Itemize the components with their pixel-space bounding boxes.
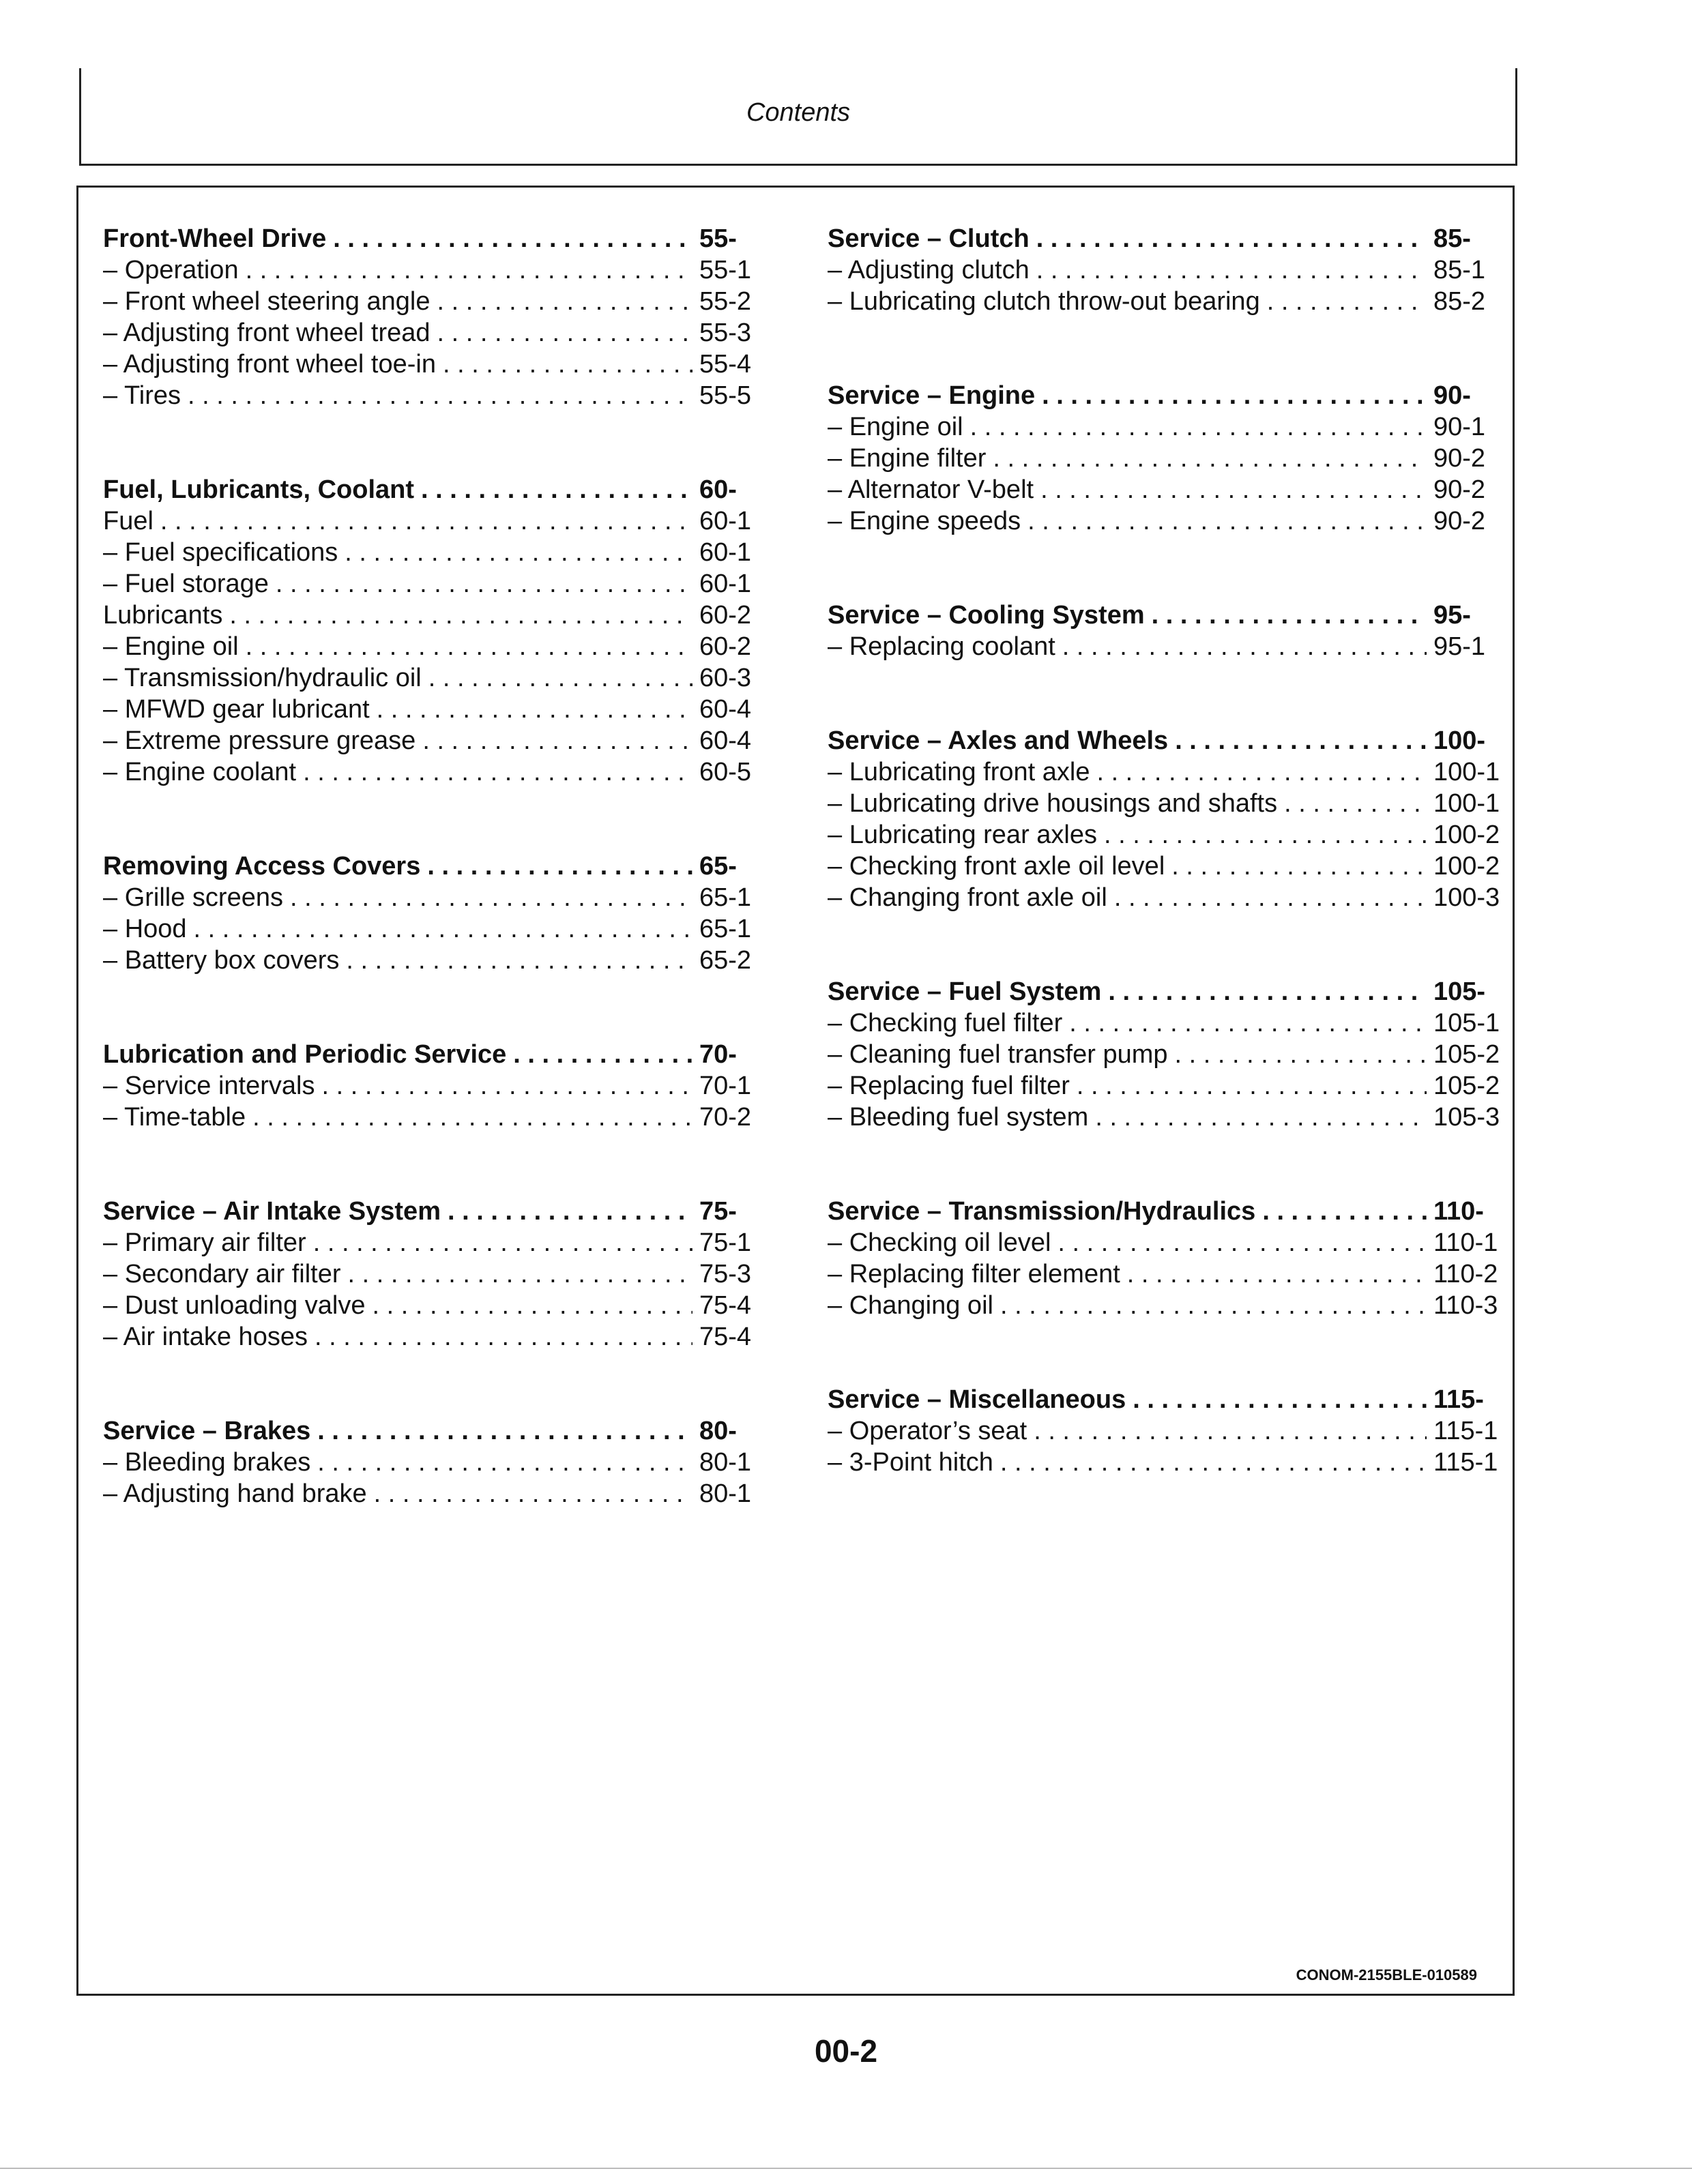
toc-entry-page: 60-2 — [699, 632, 752, 661]
toc-entry[interactable] — [828, 1290, 1503, 1321]
toc-entry-label: – Air intake hoses — [103, 1323, 308, 1351]
page-title: Contents — [746, 98, 851, 127]
toc-entry[interactable] — [828, 1070, 1503, 1102]
toc-entry-label: – Hood — [103, 915, 187, 943]
toc-section-heading[interactable] — [828, 976, 1503, 1007]
toc-entry-label: – Checking oil level — [828, 1228, 1051, 1257]
toc-heading-label: Service – Transmission/Hydraulics — [828, 1197, 1256, 1226]
toc-entry-page: 70-2 — [699, 1103, 752, 1132]
leader-dots — [1000, 1290, 1427, 1321]
toc-section — [828, 223, 1503, 317]
toc-entry[interactable] — [828, 1227, 1503, 1258]
toc-entry-label: – Tires — [103, 381, 181, 410]
leader-dots — [317, 1447, 692, 1478]
toc-entry-page: 55-2 — [699, 287, 752, 316]
toc-entry-label: – Alternator V-belt — [828, 475, 1034, 504]
toc-heading-page: 115- — [1433, 1385, 1484, 1414]
toc-entry-label: – Operation — [103, 256, 239, 284]
toc-entry-page: 80-1 — [699, 1479, 752, 1508]
toc-entry-page: 100-3 — [1433, 883, 1500, 912]
toc-entry-label: – Service intervals — [103, 1072, 315, 1100]
toc-section-heading[interactable] — [828, 600, 1503, 631]
toc-entry-label: – Lubricating drive housings and shafts — [828, 789, 1278, 818]
toc-entry-label: Fuel — [103, 507, 154, 535]
leader-dots — [317, 1415, 692, 1447]
toc-heading-page: 55- — [699, 224, 737, 253]
toc-section-heading[interactable] — [103, 851, 769, 882]
toc-entry-page: 75-4 — [699, 1291, 752, 1320]
toc-entry-page: 85-1 — [1433, 256, 1486, 284]
toc-entry-page: 65-2 — [699, 946, 752, 975]
leader-dots — [1036, 254, 1427, 286]
toc-entry-label: – Adjusting front wheel tread — [103, 319, 431, 347]
toc-entry-label: – Time-table — [103, 1103, 246, 1132]
toc-entry-page: 110-1 — [1433, 1228, 1498, 1257]
toc-entry-label: – 3-Point hitch — [828, 1448, 993, 1477]
toc-entry-label: – Lubricating front axle — [828, 758, 1090, 786]
toc-entry-page: 60-1 — [699, 538, 752, 567]
toc-entry-page: 85-2 — [1433, 287, 1486, 316]
toc-entry[interactable] — [103, 505, 769, 537]
leader-dots — [1171, 851, 1427, 882]
toc-entry-label: – Changing oil — [828, 1291, 993, 1320]
toc-entry[interactable] — [103, 694, 769, 725]
toc-entry[interactable] — [828, 756, 1503, 788]
toc-entry-page: 60-4 — [699, 695, 752, 724]
toc-entry-page: 75-1 — [699, 1228, 752, 1257]
toc-entry-page: 110-2 — [1433, 1260, 1498, 1288]
leader-dots — [1267, 286, 1427, 317]
toc-entry-label: – Adjusting hand brake — [103, 1479, 367, 1508]
toc-entry-label: – Adjusting clutch — [828, 256, 1030, 284]
toc-section-heading[interactable] — [828, 1196, 1503, 1227]
toc-entry[interactable] — [828, 631, 1503, 662]
toc-entry-page: 75-4 — [699, 1323, 752, 1351]
leader-dots — [428, 662, 692, 694]
toc-entry[interactable] — [103, 1102, 769, 1133]
toc-entry-page: 80-1 — [699, 1448, 752, 1477]
toc-entry-page: 55-5 — [699, 381, 752, 410]
toc-heading-page: 60- — [699, 475, 737, 504]
toc-entry[interactable] — [828, 286, 1503, 317]
toc-entry[interactable] — [828, 819, 1503, 851]
leader-dots — [1152, 600, 1427, 631]
toc-entry-label: – Engine oil — [828, 413, 963, 441]
toc-section — [828, 976, 1503, 1133]
leader-dots — [437, 286, 692, 317]
toc-entry[interactable] — [103, 945, 769, 976]
toc-entry-label: – Bleeding fuel system — [828, 1103, 1089, 1132]
toc-entry-label: – Dust unloading valve — [103, 1291, 366, 1320]
toc-entry[interactable] — [828, 788, 1503, 819]
toc-entry[interactable] — [103, 537, 769, 568]
toc-entry[interactable] — [103, 349, 769, 380]
leader-dots — [160, 505, 692, 537]
toc-entry[interactable] — [828, 851, 1503, 882]
leader-dots — [422, 725, 692, 756]
toc-entry[interactable] — [103, 662, 769, 694]
toc-entry-page: 105-1 — [1433, 1009, 1500, 1037]
leader-dots — [513, 1039, 692, 1070]
toc-entry-label: – Engine filter — [828, 444, 987, 473]
leader-dots — [188, 380, 692, 411]
toc-heading-page: 90- — [1433, 381, 1471, 410]
footer-rule — [0, 2168, 1692, 2169]
leader-dots — [1027, 505, 1427, 537]
toc-entry-label: Lubricants — [103, 601, 223, 630]
toc-entry-label: – Transmission/hydraulic oil — [103, 664, 422, 692]
toc-entry-page: 105-3 — [1433, 1103, 1500, 1132]
toc-entry[interactable] — [828, 1102, 1503, 1133]
toc-entry[interactable] — [103, 913, 769, 945]
toc-section — [103, 223, 769, 411]
toc-entry-page: 60-5 — [699, 758, 752, 786]
leader-dots — [427, 851, 692, 882]
toc-entry-label: – Lubricating rear axles — [828, 821, 1097, 849]
toc-entry-page: 95-1 — [1433, 632, 1486, 661]
toc-entry[interactable] — [828, 411, 1503, 443]
toc-heading-page: 105- — [1433, 977, 1486, 1006]
leader-dots — [345, 537, 692, 568]
toc-entry-page: 115-1 — [1433, 1448, 1498, 1477]
toc-section — [103, 474, 769, 788]
leader-dots — [1262, 1196, 1427, 1227]
leader-dots — [437, 317, 692, 349]
toc-entry[interactable] — [828, 1447, 1503, 1478]
toc-heading-page: 110- — [1433, 1197, 1484, 1226]
toc-entry-label: – Secondary air filter — [103, 1260, 341, 1288]
toc-entry[interactable] — [828, 1007, 1503, 1039]
toc-entry-label: – Front wheel steering angle — [103, 287, 431, 316]
toc-entry-label: – Bleeding brakes — [103, 1448, 311, 1477]
leader-dots — [348, 1258, 693, 1290]
toc-entry-label: – Adjusting front wheel toe-in — [103, 350, 436, 379]
leader-dots — [1042, 380, 1427, 411]
toc-entry-page: 60-1 — [699, 570, 752, 598]
leader-dots — [194, 913, 692, 945]
toc-heading-page: 95- — [1433, 601, 1471, 630]
toc-entry-label: – Primary air filter — [103, 1228, 306, 1257]
toc-entry[interactable] — [103, 568, 769, 600]
leader-dots — [1095, 1102, 1427, 1133]
toc-entry-page: 60-3 — [699, 664, 752, 692]
toc-entry-page: 60-1 — [699, 507, 752, 535]
contents-box — [76, 186, 1515, 1996]
leader-dots — [313, 1227, 692, 1258]
leader-dots — [372, 1290, 692, 1321]
header-box — [79, 68, 1517, 166]
toc-entry[interactable] — [828, 882, 1503, 913]
leader-dots — [346, 945, 692, 976]
toc-section — [103, 1415, 769, 1509]
toc-entry-label: – Checking fuel filter — [828, 1009, 1063, 1037]
toc-entry-page: 110-3 — [1433, 1291, 1498, 1320]
toc-entry-label: – Replacing coolant — [828, 632, 1055, 661]
toc-entry[interactable] — [828, 1415, 1503, 1447]
leader-dots — [1175, 725, 1427, 756]
leader-dots — [1284, 788, 1427, 819]
leader-dots — [1114, 882, 1427, 913]
toc-entry-page: 105-2 — [1433, 1040, 1500, 1069]
toc-section-heading[interactable] — [103, 474, 769, 505]
toc-entry[interactable] — [103, 317, 769, 349]
leader-dots — [1096, 756, 1427, 788]
leader-dots — [443, 349, 692, 380]
toc-section-heading[interactable] — [828, 725, 1503, 756]
toc-entry[interactable] — [828, 254, 1503, 286]
leader-dots — [276, 568, 692, 600]
toc-section — [103, 1196, 769, 1353]
toc-entry-label: – Checking front axle oil level — [828, 852, 1165, 881]
leader-dots — [993, 443, 1427, 474]
leader-dots — [246, 631, 692, 662]
toc-section-heading[interactable] — [828, 1384, 1503, 1415]
leader-dots — [1040, 474, 1427, 505]
toc-section — [828, 1196, 1503, 1321]
toc-entry[interactable] — [828, 474, 1503, 505]
leader-dots — [1133, 1384, 1427, 1415]
leader-dots — [1062, 631, 1427, 662]
toc-entry-label: – Cleaning fuel transfer pump — [828, 1040, 1168, 1069]
toc-entry[interactable] — [103, 1447, 769, 1478]
toc-section — [828, 380, 1503, 537]
leader-dots — [229, 600, 692, 631]
toc-section — [103, 851, 769, 976]
toc-entry-label: – Fuel storage — [103, 570, 269, 598]
toc-entry-label: – Lubricating clutch throw-out bearing — [828, 287, 1260, 316]
toc-heading-page: 85- — [1433, 224, 1471, 253]
toc-section-heading[interactable] — [828, 223, 1503, 254]
toc-entry-label: – Replacing filter element — [828, 1260, 1120, 1288]
toc-section-heading[interactable] — [828, 380, 1503, 411]
toc-section-heading[interactable] — [103, 223, 769, 254]
toc-entry-page: 115-1 — [1433, 1417, 1498, 1445]
leader-dots — [1000, 1447, 1427, 1478]
leader-dots — [448, 1196, 692, 1227]
toc-entry-label: – Battery box covers — [103, 946, 340, 975]
toc-entry-label: – Extreme pressure grease — [103, 726, 416, 755]
toc-entry-page: 75-3 — [699, 1260, 752, 1288]
toc-entry[interactable] — [103, 380, 769, 411]
toc-section — [828, 1384, 1503, 1478]
leader-dots — [421, 474, 692, 505]
toc-heading-label: Service – Brakes — [103, 1417, 311, 1445]
toc-entry[interactable] — [103, 1258, 769, 1290]
toc-heading-label: Service – Engine — [828, 381, 1036, 410]
toc-heading-label: Service – Miscellaneous — [828, 1385, 1126, 1414]
leader-dots — [1108, 976, 1427, 1007]
toc-entry-page: 90-2 — [1433, 507, 1486, 535]
toc-entry-page: 65-1 — [699, 883, 752, 912]
toc-entry-label: – Changing front axle oil — [828, 883, 1107, 912]
leader-dots — [252, 1102, 692, 1133]
toc-section-heading[interactable] — [103, 1196, 769, 1227]
toc-heading-label: Lubrication and Periodic Service — [103, 1040, 507, 1069]
leader-dots — [1175, 1039, 1427, 1070]
document-code: CONOM-2155BLE-010589 — [1296, 1966, 1477, 1983]
leader-dots — [1036, 223, 1427, 254]
toc-entry[interactable] — [103, 1070, 769, 1102]
toc-entry-label: – Fuel specifications — [103, 538, 338, 567]
toc-entry-label: – Replacing fuel filter — [828, 1072, 1070, 1100]
toc-section-heading[interactable] — [103, 1415, 769, 1447]
leader-dots — [333, 223, 692, 254]
leader-dots — [321, 1070, 692, 1102]
toc-entry-page: 55-4 — [699, 350, 752, 379]
toc-entry[interactable] — [103, 756, 769, 788]
toc-heading-label: Service – Cooling System — [828, 601, 1145, 630]
toc-entry-page: 55-1 — [699, 256, 752, 284]
toc-entry-label: – Operator’s seat — [828, 1417, 1027, 1445]
page-number: 00-2 — [814, 2033, 878, 2069]
leader-dots — [1104, 819, 1427, 851]
contents-left-column — [103, 223, 769, 1509]
toc-entry[interactable] — [103, 882, 769, 913]
toc-entry-page: 100-2 — [1433, 852, 1500, 881]
leader-dots — [377, 694, 692, 725]
toc-section — [103, 1039, 769, 1133]
toc-entry[interactable] — [103, 1478, 769, 1509]
toc-entry[interactable] — [828, 1039, 1503, 1070]
toc-entry-page: 60-2 — [699, 601, 752, 630]
toc-entry-page: 100-1 — [1433, 789, 1500, 818]
toc-heading-label: Removing Access Covers — [103, 852, 421, 881]
toc-heading-label: Service – Air Intake System — [103, 1197, 441, 1226]
toc-entry-label: – Engine oil — [103, 632, 239, 661]
leader-dots — [1077, 1070, 1427, 1102]
toc-heading-page: 80- — [699, 1417, 737, 1445]
toc-heading-page: 75- — [699, 1197, 737, 1226]
toc-entry[interactable] — [103, 1321, 769, 1353]
leader-dots — [290, 882, 692, 913]
toc-entry-label: – MFWD gear lubricant — [103, 695, 370, 724]
leader-dots — [374, 1478, 692, 1509]
toc-entry-label: – Engine coolant — [103, 758, 297, 786]
toc-entry-page: 100-2 — [1433, 821, 1500, 849]
toc-entry[interactable] — [103, 1290, 769, 1321]
toc-heading-page: 70- — [699, 1040, 737, 1069]
leader-dots — [315, 1321, 692, 1353]
leader-dots — [1058, 1227, 1427, 1258]
toc-heading-page: 65- — [699, 852, 737, 881]
toc-heading-label: Service – Fuel System — [828, 977, 1102, 1006]
toc-entry-page: 90-2 — [1433, 475, 1486, 504]
toc-entry[interactable] — [103, 1227, 769, 1258]
toc-entry-page: 90-2 — [1433, 444, 1486, 473]
leader-dots — [303, 756, 692, 788]
leader-dots — [1069, 1007, 1427, 1039]
toc-entry[interactable] — [103, 725, 769, 756]
contents-right-column — [828, 223, 1503, 1478]
toc-heading-label: Front-Wheel Drive — [103, 224, 327, 253]
leader-dots — [246, 254, 692, 286]
leader-dots — [1034, 1415, 1427, 1447]
toc-entry-page: 100-1 — [1433, 758, 1500, 786]
toc-entry-page: 55-3 — [699, 319, 752, 347]
toc-section — [828, 725, 1503, 913]
toc-entry[interactable] — [828, 443, 1503, 474]
toc-heading-label: Service – Clutch — [828, 224, 1030, 253]
toc-entry-page: 65-1 — [699, 915, 752, 943]
toc-section — [828, 600, 1503, 662]
toc-entry-page: 70-1 — [699, 1072, 752, 1100]
toc-heading-page: 100- — [1433, 726, 1486, 755]
toc-heading-label: Fuel, Lubricants, Coolant — [103, 475, 415, 504]
toc-entry-page: 60-4 — [699, 726, 752, 755]
toc-entry[interactable] — [828, 1258, 1503, 1290]
leader-dots — [1127, 1258, 1427, 1290]
leader-dots — [970, 411, 1427, 443]
toc-entry[interactable] — [828, 505, 1503, 537]
toc-entry-page: 90-1 — [1433, 413, 1486, 441]
toc-heading-label: Service – Axles and Wheels — [828, 726, 1169, 755]
toc-section-heading[interactable] — [103, 1039, 769, 1070]
toc-entry-label: – Engine speeds — [828, 507, 1021, 535]
toc-entry[interactable] — [103, 254, 769, 286]
toc-entry[interactable] — [103, 600, 769, 631]
toc-entry[interactable] — [103, 286, 769, 317]
toc-entry-page: 105-2 — [1433, 1072, 1500, 1100]
toc-entry-label: – Grille screens — [103, 883, 283, 912]
toc-entry[interactable] — [103, 631, 769, 662]
